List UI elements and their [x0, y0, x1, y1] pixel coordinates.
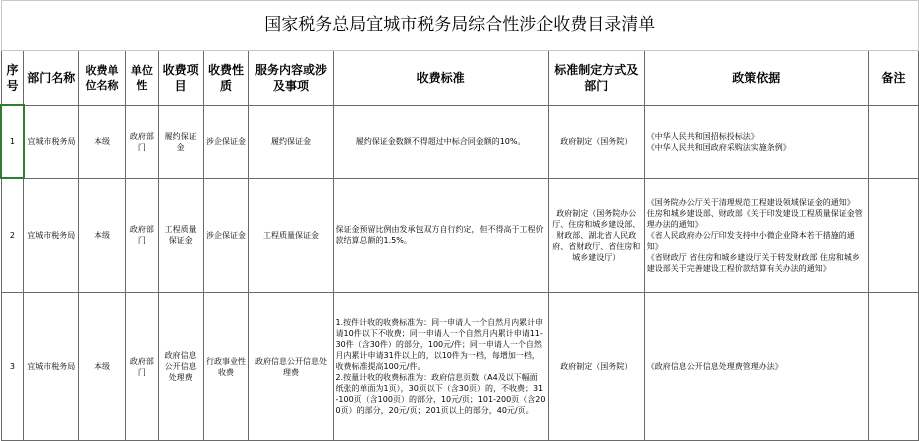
header-level[interactable]: 收费单位名称 — [79, 51, 126, 106]
cell-standard[interactable]: 履约保证金数额不得超过中标合同金额的10%。 — [333, 105, 548, 178]
cell-seq[interactable]: 1 — [1, 105, 24, 178]
cell-dept[interactable]: 宜城市税务局 — [24, 293, 79, 441]
header-row — [1, 51, 919, 106]
cell-nature[interactable]: 涉企保证金 — [203, 178, 249, 293]
header-seq[interactable]: 序号 — [1, 51, 24, 106]
cell-item[interactable]: 履约保证金 — [158, 105, 203, 178]
cell-seq[interactable]: 3 — [1, 293, 24, 441]
page-title[interactable]: 国家税务总局宜城市税务局综合性涉企收费目录清单 — [1, 1, 919, 51]
cell-standard[interactable]: 保证金预留比例由发承包双方自行约定，但不得高于工程价款结算总额的1.5%。 — [333, 178, 548, 293]
header-unit[interactable]: 单位性 — [126, 51, 159, 106]
cell-remark[interactable] — [868, 105, 918, 178]
table-row — [1, 293, 919, 441]
cell-item[interactable]: 工程质量保证金 — [158, 178, 203, 293]
header-nature[interactable]: 收费性质 — [203, 51, 249, 106]
header-remark[interactable]: 备注 — [868, 51, 918, 106]
cell-level[interactable]: 本级 — [79, 105, 126, 178]
cell-dept[interactable]: 宜城市税务局 — [24, 178, 79, 293]
cell-maker[interactable]: 政府制定（国务院） — [548, 105, 644, 178]
cell-remark[interactable] — [868, 178, 918, 293]
cell-policy[interactable]: 《政府信息公开信息处理费管理办法》 — [644, 293, 868, 441]
cell-service[interactable]: 工程质量保证金 — [249, 178, 333, 293]
header-standard[interactable]: 收费标准 — [333, 51, 548, 106]
cell-level[interactable]: 本级 — [79, 293, 126, 441]
cell-service[interactable]: 履约保证金 — [249, 105, 333, 178]
header-policy[interactable]: 政策依据 — [644, 51, 868, 106]
cell-dept[interactable]: 宜城市税务局 — [24, 105, 79, 178]
cell-level[interactable]: 本级 — [79, 178, 126, 293]
cell-standard[interactable]: 1.按件计收的收费标准为：同一申请人一个自然月内累计申请10件以下不收费；同一申请人一个自然月内累计申请11-30件（含30件）的部分，100元/件；同一申请人一个自然月内累计申请31件以上的，以10件为一档，每增加一档，收费标准提高100元/件。 2.按量计收的收费标准为：政府信息页数（A4及以下幅面纸张的单面为1页），30页以下（含30页）的，不收费；31-100页（含100页）的部分，10元/页；101-200页（含200页）的部分，20元/页；201页以上的部分，40元/页。 — [333, 293, 548, 441]
cell-seq[interactable]: 2 — [1, 178, 24, 293]
cell-remark[interactable] — [868, 293, 918, 441]
cell-nature[interactable]: 涉企保证金 — [203, 105, 249, 178]
header-dept[interactable]: 部门名称 — [24, 51, 79, 106]
cell-maker[interactable]: 政府制定（国务院办公厅、住房和城乡建设部、财政部、湖北省人民政府、省财政厅、省住房和城乡建设厅） — [548, 178, 644, 293]
cell-item[interactable]: 政府信息公开信息处理费 — [158, 293, 203, 441]
header-maker[interactable]: 标准制定方式及部门 — [548, 51, 644, 106]
cell-policy[interactable]: 《中华人民共和国招标投标法》 《中华人民共和国政府采购法实施条例》 — [644, 105, 868, 178]
cell-unit[interactable]: 政府部门 — [126, 178, 159, 293]
header-service[interactable]: 服务内容或涉及事项 — [249, 51, 333, 106]
cell-nature[interactable]: 行政事业性收费 — [203, 293, 249, 441]
table-row — [1, 105, 919, 178]
cell-unit[interactable]: 政府部门 — [126, 105, 159, 178]
cell-maker[interactable]: 政府制定（国务院） — [548, 293, 644, 441]
header-item[interactable]: 收费项目 — [158, 51, 203, 106]
cell-policy[interactable]: 《国务院办公厅关于清理规范工程建设领域保证金的通知》 住房和城乡建设部、财政部《关于印发建设工程质量保证金管理办法的通知》 《省人民政府办公厅印发支持中小微企业降本若干措施的通知》 《省财政厅 省住房和城乡建设厅关于转发财政部 住房和城乡建设部关于完善建设工程价款结算有关办法的通知》 — [644, 178, 868, 293]
cell-service[interactable]: 政府信息公开信息处理费 — [249, 293, 333, 441]
cell-unit[interactable]: 政府部门 — [126, 293, 159, 441]
table-row — [1, 178, 919, 293]
